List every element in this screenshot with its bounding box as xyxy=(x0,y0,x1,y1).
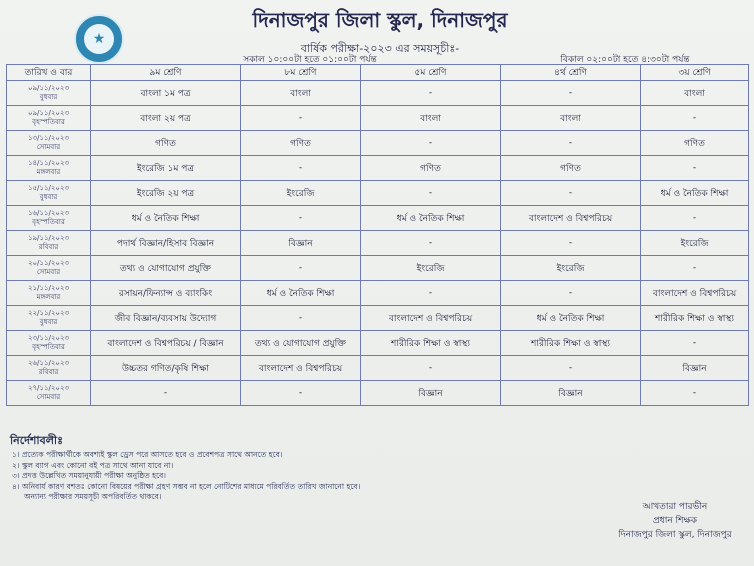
subject-cell-c3: শারীরিক শিক্ষা ও স্বাস্থ্য xyxy=(641,306,749,331)
subject-cell-c5: শারীরিক শিক্ষা ও স্বাস্থ্য xyxy=(361,331,501,356)
signature-block xyxy=(600,500,750,542)
exam-date: ১৯/১১/২০২৩ xyxy=(27,234,70,242)
exam-date: ২৬/১১/২০২৩ xyxy=(27,359,70,367)
morning-time: সকাল ১০:০০টা হতে ০১:০০টা পর্যন্ত xyxy=(243,55,377,65)
subject-cell-c9: বাংলাদেশ ও বিশ্বপরিচয় / বিজ্ঞান xyxy=(91,331,241,356)
subject-cell-c4: বিজ্ঞান xyxy=(501,381,641,406)
subject-cell-c9: ধর্ম ও নৈতিক শিক্ষা xyxy=(91,206,241,231)
subject-cell-c8: বাংলাদেশ ও বিশ্বপরিচয় xyxy=(241,356,361,381)
subject-cell-c4: - xyxy=(501,131,641,156)
date-cell xyxy=(7,281,91,306)
exam-day: সোমবার xyxy=(36,393,61,401)
date-cell xyxy=(7,331,91,356)
table-row xyxy=(7,331,749,356)
subject-cell-c3: - xyxy=(641,156,749,181)
subject-cell-c9: ইংরেজি ১ম পত্র xyxy=(91,156,241,181)
table-row xyxy=(7,231,749,256)
subject-cell-c8: বাংলা xyxy=(241,81,361,106)
exam-day: মঙ্গলবার xyxy=(36,168,61,176)
date-cell xyxy=(7,131,91,156)
table-row xyxy=(7,106,749,131)
subject-cell-c5: বাংলা xyxy=(361,106,501,131)
exam-date: ২৭/১১/২০২৩ xyxy=(27,384,70,392)
date-cell xyxy=(7,206,91,231)
subject-cell-c8: তথ্য ও যোগাযোগ প্রযুক্তি xyxy=(241,331,361,356)
table-row xyxy=(7,306,749,331)
subject-cell-c5: গণিত xyxy=(361,156,501,181)
subject-cell-c9: রসায়ন/ফিন্যান্স ও ব্যাংকিং xyxy=(91,281,241,306)
subject-cell-c9: বাংলা ১ম পত্র xyxy=(91,81,241,106)
exam-date: ২১/১১/২০২৩ xyxy=(27,284,70,292)
subject-cell-c4: - xyxy=(501,231,641,256)
subject-cell-c5: - xyxy=(361,181,501,206)
subject-cell-c4: বাংলাদেশ ও বিশ্বপরিচয় xyxy=(501,206,641,231)
afternoon-time: বিকাল ০২:০০টা হতে ৪:৩০টা পর্যন্ত xyxy=(560,55,690,65)
subject-cell-c9: বাংলা ২য় পত্র xyxy=(91,106,241,131)
subject-cell-c9: উচ্চতর গণিত/কৃষি শিক্ষা xyxy=(91,356,241,381)
subject-cell-c5: ধর্ম ও নৈতিক শিক্ষা xyxy=(361,206,501,231)
table-row xyxy=(7,356,749,381)
exam-date: ০৯/১১/২০২৩ xyxy=(27,109,70,117)
exam-day: সোমবার xyxy=(36,268,61,276)
signatory-school: দিনাজপুর জিলা স্কুল, দিনাজপুর xyxy=(618,530,732,540)
subject-cell-c4: ধর্ম ও নৈতিক শিক্ষা xyxy=(501,306,641,331)
exam-date: ২০/১১/২০২৩ xyxy=(27,259,70,267)
column-header-date: তারিখ ও বার xyxy=(7,65,91,81)
date-cell xyxy=(7,356,91,381)
subject-cell-c8: - xyxy=(241,206,361,231)
subject-cell-c8: ধর্ম ও নৈতিক শিক্ষা xyxy=(241,281,361,306)
table-row xyxy=(7,181,749,206)
instruction-item: ১। প্রত্যেক পরীক্ষার্থীকে অবশ্যই স্কুল ড্রেস পরে আসতে হবে ও প্রবেশপত্র সাথে আনতে হবে। xyxy=(12,450,283,459)
table-row xyxy=(7,206,749,231)
subject-cell-c3: - xyxy=(641,331,749,356)
subject-cell-c9: তথ্য ও যোগাযোগ প্রযুক্তি xyxy=(91,256,241,281)
subject-cell-c4: - xyxy=(501,81,641,106)
exam-day: সোমবার xyxy=(36,143,61,151)
table-row xyxy=(7,156,749,181)
subject-cell-c3: - xyxy=(641,206,749,231)
table-row xyxy=(7,256,749,281)
subject-cell-c5: - xyxy=(361,131,501,156)
signatory-title: প্রধান শিক্ষক xyxy=(652,516,698,526)
subject-cell-c9: পদার্থ বিজ্ঞান/হিসাব বিজ্ঞান xyxy=(91,231,241,256)
subject-cell-c5: - xyxy=(361,81,501,106)
exam-day: বৃহস্পতিবার xyxy=(32,343,65,351)
table-row xyxy=(7,281,749,306)
column-header-class5: ৫ম শ্রেণি xyxy=(361,65,501,81)
subject-cell-c4: ইংরেজি xyxy=(501,256,641,281)
date-cell xyxy=(7,231,91,256)
table-row xyxy=(7,381,749,406)
subject-cell-c4: শারীরিক শিক্ষা ও স্বাস্থ্য xyxy=(501,331,641,356)
instruction-item: অন্যান্য পরীক্ষার সময়সূচী অপরিবর্তিত থাকবে। xyxy=(24,492,162,501)
exam-date: ১৬/১১/২০২৩ xyxy=(27,209,70,217)
exam-day: বুধবার xyxy=(39,93,58,101)
subject-cell-c3: ধর্ম ও নৈতিক শিক্ষা xyxy=(641,181,749,206)
subject-cell-c8: বিজ্ঞান xyxy=(241,231,361,256)
exam-subtitle: বার্ষিক পরীক্ষা-২০২৩ এর সময়সূচীঃ- xyxy=(300,42,460,55)
signatory-name: আখতারা পারভীন xyxy=(642,502,708,512)
table-row xyxy=(7,131,749,156)
subject-cell-c8: - xyxy=(241,256,361,281)
school-logo xyxy=(74,14,124,64)
exam-schedule-table xyxy=(6,64,749,406)
column-header-class4: ৪র্থ শ্রেণি xyxy=(501,65,641,81)
subject-cell-c5: - xyxy=(361,356,501,381)
subject-cell-c3: - xyxy=(641,106,749,131)
subject-cell-c4: - xyxy=(501,281,641,306)
instruction-item: ৪। অনিবার্য কারণ বশতঃ কোনো বিষয়ের পরীক্ষা গ্রহণ সম্ভব না হলে নোটিশের মাধ্যমে পরিবর্তিত তারিখ জানানো হবে। xyxy=(12,481,361,491)
subject-cell-c5: বাংলাদেশ ও বিশ্বপরিচয় xyxy=(361,306,501,331)
subject-cell-c8: ইংরেজি xyxy=(241,181,361,206)
subject-cell-c3: গণিত xyxy=(641,131,749,156)
subject-cell-c3: - xyxy=(641,381,749,406)
subject-cell-c5: - xyxy=(361,281,501,306)
subject-cell-c5: - xyxy=(361,231,501,256)
subject-cell-c9: গণিত xyxy=(91,131,241,156)
exam-date: ২২/১১/২০২৩ xyxy=(27,309,70,317)
date-cell xyxy=(7,156,91,181)
school-name: দিনাজপুর জিলা স্কুল, দিনাজপুর xyxy=(252,8,508,32)
date-cell xyxy=(7,381,91,406)
exam-day: বৃহস্পতিবার xyxy=(32,118,65,126)
date-cell xyxy=(7,106,91,131)
book-icon: ★ xyxy=(84,24,114,54)
date-cell xyxy=(7,181,91,206)
exam-date: ১৫/১১/২০২৩ xyxy=(27,184,70,192)
subject-cell-c4: - xyxy=(501,181,641,206)
subject-cell-c8: - xyxy=(241,306,361,331)
instruction-item: ৩। প্রদত্ত উল্লেখিত সময়ানুযায়ী পরীক্ষা অনুষ্ঠিত হবে। xyxy=(12,471,166,480)
date-cell xyxy=(7,306,91,331)
instructions-list xyxy=(12,450,572,503)
column-header-class3: ৩য় শ্রেণি xyxy=(641,65,749,81)
subject-cell-c4: গণিত xyxy=(501,156,641,181)
instructions-heading: নির্দেশাবলীঃ xyxy=(10,434,63,447)
subject-cell-c9: জীব বিজ্ঞান/ব্যবসায় উদ্যোগ xyxy=(91,306,241,331)
date-cell xyxy=(7,81,91,106)
table-row xyxy=(7,81,749,106)
subject-cell-c3: বিজ্ঞান xyxy=(641,356,749,381)
subject-cell-c3: বাংলা xyxy=(641,81,749,106)
subject-cell-c8: গণিত xyxy=(241,131,361,156)
table-header-row xyxy=(7,65,749,81)
exam-day: বৃহস্পতিবার xyxy=(32,218,65,226)
subject-cell-c8: - xyxy=(241,106,361,131)
subject-cell-c5: বিজ্ঞান xyxy=(361,381,501,406)
subject-cell-c8: - xyxy=(241,156,361,181)
exam-date: ১৪/১১/২০২৩ xyxy=(27,159,70,167)
date-cell xyxy=(7,256,91,281)
subject-cell-c3: - xyxy=(641,256,749,281)
subject-cell-c4: বাংলা xyxy=(501,106,641,131)
column-header-class9: ৯ম শ্রেণি xyxy=(91,65,241,81)
subject-cell-c3: ইংরেজি xyxy=(641,231,749,256)
column-header-class8: ৮ম শ্রেণি xyxy=(241,65,361,81)
instruction-item: ২। স্কুল ব্যাগ এবং কোনো বই পত্র সাথে আনা যাবে না। xyxy=(12,460,174,470)
subject-cell-c9: ইংরেজি ২য় পত্র xyxy=(91,181,241,206)
subject-cell-c3: বাংলাদেশ ও বিশ্বপরিচয় xyxy=(641,281,749,306)
exam-date: ২৩/১১/২০২৩ xyxy=(27,334,70,342)
exam-day: মঙ্গলবার xyxy=(36,293,61,301)
exam-day: রবিবার xyxy=(38,368,59,376)
subject-cell-c8: - xyxy=(241,381,361,406)
exam-date: ০৯/১১/২০২৩ xyxy=(27,84,70,92)
exam-date: ১৩/১১/২০২৩ xyxy=(27,134,70,142)
exam-day: রবিবার xyxy=(38,243,59,251)
exam-day: বুধবার xyxy=(39,318,58,326)
exam-day: বুধবার xyxy=(39,193,58,201)
subject-cell-c4: - xyxy=(501,356,641,381)
subject-cell-c5: ইংরেজি xyxy=(361,256,501,281)
subject-cell-c9: - xyxy=(91,381,241,406)
